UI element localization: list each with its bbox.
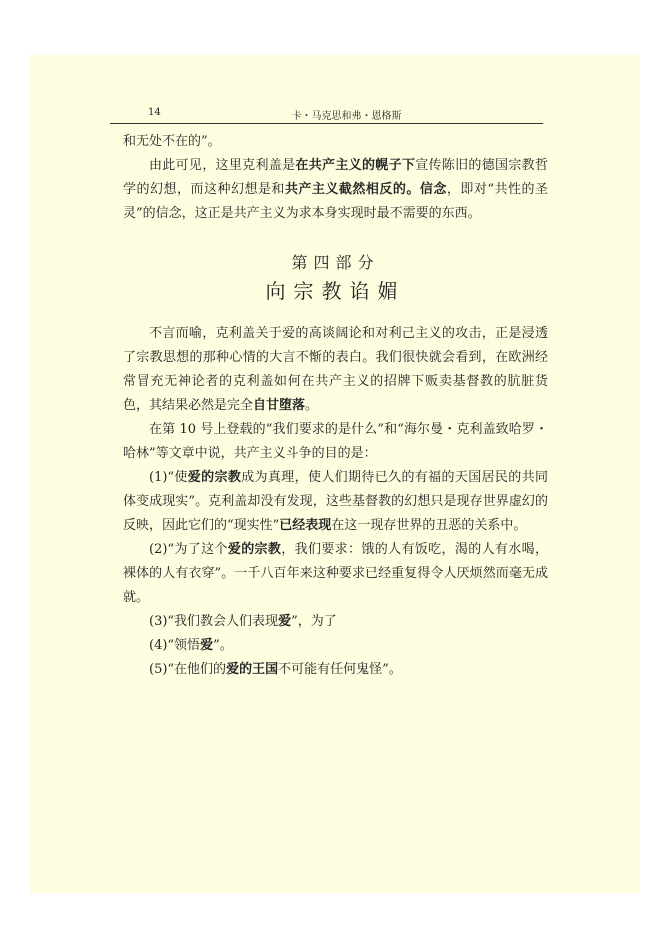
list-item-1: (1)“使爱的宗教成为真理，使人们期待已久的有福的天国居民的共同体变成现实”。克利盖却没有发现，这些基督教的幻想只是现存世界虚幻的反映，因此它们的“现实性”已经表现在这一现存世界的丑恶的关系中。 xyxy=(123,470,548,533)
bold-phrase: 爱的宗教 xyxy=(227,542,282,557)
list-item-5: (5)“在他们的爱的王国不可能有任何鬼怪”。 xyxy=(149,662,402,677)
paragraph-4: 在第 10 号上登载的“我们要求的是什么”和“海尔曼・克利盖致哈罗・哈林”等文章中说，共产主义斗争的目的是： xyxy=(123,422,548,461)
list-item-4: (4)“领悟爱”。 xyxy=(149,638,233,653)
page-number: 14 xyxy=(148,107,161,118)
bold-phrase: 爱的王国 xyxy=(226,662,279,677)
text-body xyxy=(123,130,548,682)
paragraph-3: 不言而喻，克利盖关于爱的高谈阔论和对利己主义的攻击，正是浸透了宗教思想的那种心情的大言不惭的表白。我们很快就会看到，在欧洲经常冒充无神论者的克利盖如何在共产主义的招牌下贩卖基督教的肮脏货色，其结果必然是完全自甘堕落。 xyxy=(123,326,548,413)
running-header xyxy=(110,105,543,124)
bold-phrase: 爱的宗教 xyxy=(187,470,242,485)
bold-phrase: 爱 xyxy=(278,614,292,629)
list-item-2: (2)“为了这个爱的宗教，我们要求：饿的人有饭吃，渴的人有水喝，裸体的人有衣穿”。一千八百年来这种要求已经重复得令人厌烦然而毫无成就。 xyxy=(123,542,548,605)
bold-phrase: 在共产主义的幌子下 xyxy=(295,158,416,173)
bold-phrase: 已经表现 xyxy=(279,518,332,533)
bold-phrase: 自甘堕落 xyxy=(253,398,306,413)
bold-phrase: 爱 xyxy=(200,638,214,653)
header-title: 卡・马克思和弗・恩格斯 xyxy=(291,111,402,122)
paragraph-2: 由此可见，这里克利盖是在共产主义的幌子下宣传陈旧的德国宗教哲学的幻想，而这种幻想是和共产主义截然相反的。信念，即对“共性的圣灵”的信念，这正是共产主义为求本身实现时最不需要的东西。 xyxy=(123,158,548,221)
bold-phrase: 共产主义截然相反的。信念 xyxy=(284,182,447,197)
section-number: 第四部分 xyxy=(291,253,380,272)
paragraph-1: 和无处不在的”。 xyxy=(123,134,221,149)
list-item-3: (3)“我们教会人们表现爱”，为了 xyxy=(149,614,337,629)
section-title: 向宗教谄媚 xyxy=(265,279,406,303)
